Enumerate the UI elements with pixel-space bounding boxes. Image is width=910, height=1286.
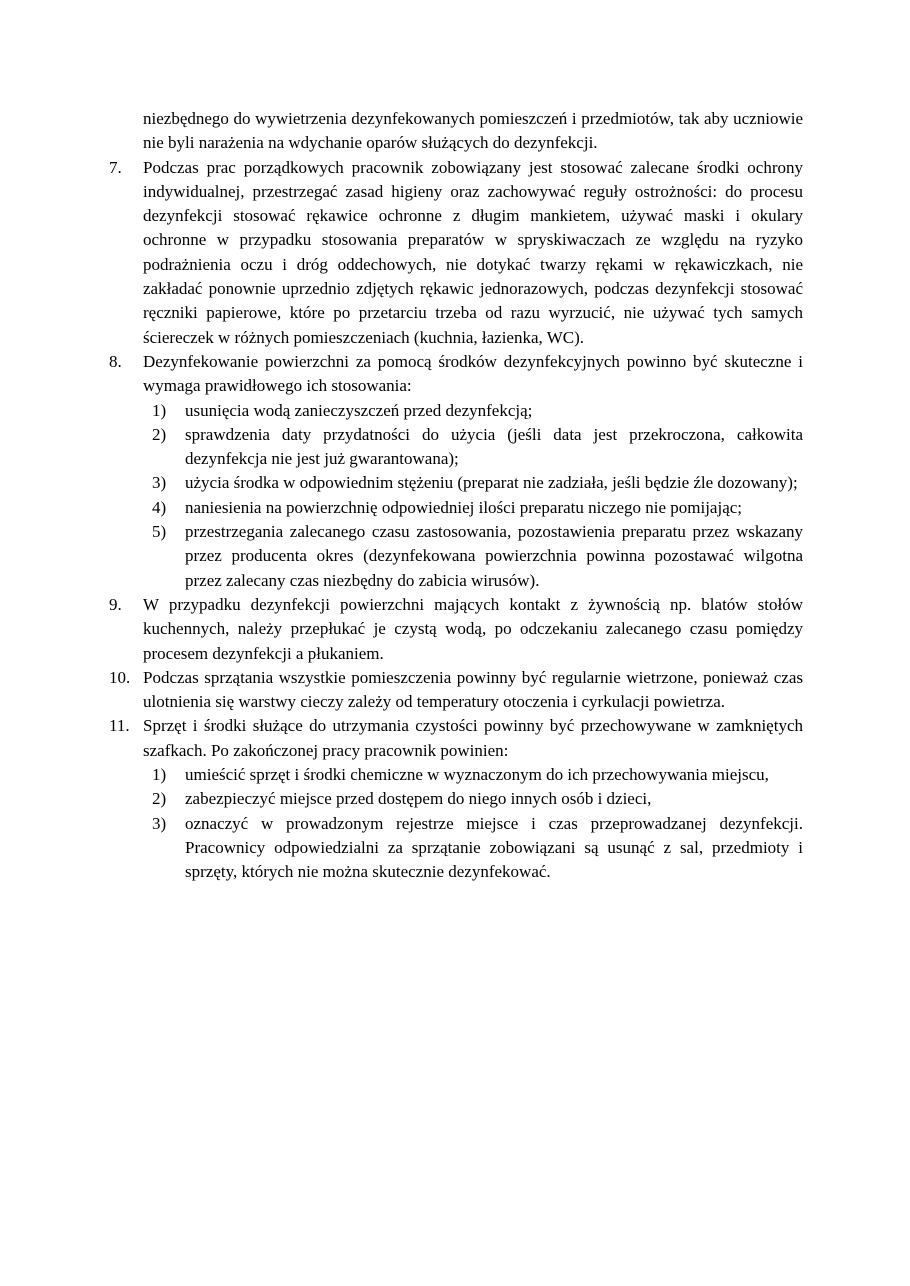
list-item-8 [109,350,803,399]
item-number: 11. [109,716,130,736]
item-text: W przypadku dezynfekcji powierzchni mających kontakt z żywnością np. blatów stołów kuchennych, należy przepłukać je czystą wodą, po odczekaniu zalecanego czasu pomiędzy procesem dezynfekcji a płukaniem. [143,594,803,663]
sublist-item [109,496,803,520]
sublist-item [109,423,803,472]
sublist-number: 2) [152,789,167,809]
sublist-number: 1) [152,765,167,785]
sublist-item [109,763,803,787]
item-text: Podczas sprzątania wszystkie pomieszczenia powinny być regularnie wietrzone, ponieważ czas ulotnienia się warstwy cieczy zależy od temperatury otoczenia i cyrkulacji powietrza. [143,667,803,712]
item-number: 9. [109,594,122,614]
sublist-item-11 [109,763,803,884]
item-number: 8. [109,351,122,371]
list-item-11 [109,714,803,763]
sublist-text: przestrzegania zalecanego czasu zastosowania, pozostawienia preparatu przez wskazany przez producenta okres (dezynfekowana powierzchnia powinna pozostawać wilgotna przez zalecany czas niezbędny do zabicia wirusów). [185,522,803,590]
sublist-number: 1) [152,400,167,420]
sublist-text: naniesienia na powierzchnię odpowiedniej ilości preparatu niczego nie pomijając; [185,497,743,517]
paragraph-text: niezbędnego do wywietrzenia dezynfekowanych pomieszczeń i przedmiotów, tak aby uczniowie nie byli narażenia na wdychanie oparów służących do dezynfekcji. [143,109,803,153]
sublist-number: 3) [152,473,167,493]
item-number: 7. [109,157,122,177]
item-text: Podczas prac porządkowych pracownik zobowiązany jest stosować zalecane środki ochrony indywidualnej, przestrzegać zasad higieny oraz zachowywać reguły ostrożności: do procesu dezynfekcji stosować rękawice ochronne z długim mankietem, używać maski i okulary ochronne w przypadku stosowania preparatów w spryskiwaczach ze względu na ryzyko podrażnienia oczu i dróg oddechowych, nie dotykać twarzy rękami w rękawiczkach, nie zakładać ponownie uprzednio zdjętych rękawic jednorazowych, podczas dezynfekcji stosować ręczniki papierowe, które po przetarciu trzeba od razu wyrzucić, nie używać tych samych ściereczek w różnych pomieszczeniach (kuchnia, łazienka, WC). [143,157,803,347]
list-item-10 [109,666,803,715]
sublist-text: sprawdzenia daty przydatności do użycia (jeśli data jest przekroczona, całkowita dezynfekcja nie jest już gwarantowana); [185,424,803,469]
sublist-number: 5) [152,522,167,542]
sublist-number: 3) [152,813,167,833]
sublist-item [109,812,803,885]
sublist-number: 2) [152,424,167,444]
sublist-text: użycia środka w odpowiednim stężeniu (preparat nie zadziała, jeśli będzie źle dozowany); [185,473,798,493]
sublist-number: 4) [152,497,167,517]
list-item-7 [109,156,803,350]
sublist-item [109,399,803,423]
item-text: Sprzęt i środki służące do utrzymania czystości powinny być przechowywane w zamkniętych szafkach. Po zakończonej pracy pracownik powinien: [143,716,803,760]
sublist-text: oznaczyć w prowadzonym rejestrze miejsce i czas przeprowadzanej dezynfekcji. Pracownicy odpowiedzialni za sprzątanie zobowiązani są usunąć z sal, przedmioty i sprzęty, których nie można skutecznie dezynfekować. [185,813,803,882]
document-body [109,107,803,885]
list-item-9 [109,593,803,666]
sublist-item-8 [109,399,803,593]
sublist-item [109,471,803,495]
sublist-item [109,520,803,593]
sublist-text: umieścić sprzęt i środki chemiczne w wyznaczonym do ich przechowywania miejscu, [185,765,769,785]
item-number: 10. [109,667,131,687]
sublist-text: zabezpieczyć miejsce przed dostępem do niego innych osób i dzieci, [185,789,652,809]
continuation-paragraph [109,107,803,156]
sublist-text: usunięcia wodą zanieczyszczeń przed dezynfekcją; [185,400,533,420]
item-text: Dezynfekowanie powierzchni za pomocą środków dezynfekcyjnych powinno być skuteczne i wymaga prawidłowego ich stosowania: [143,351,803,396]
sublist-item [109,787,803,811]
